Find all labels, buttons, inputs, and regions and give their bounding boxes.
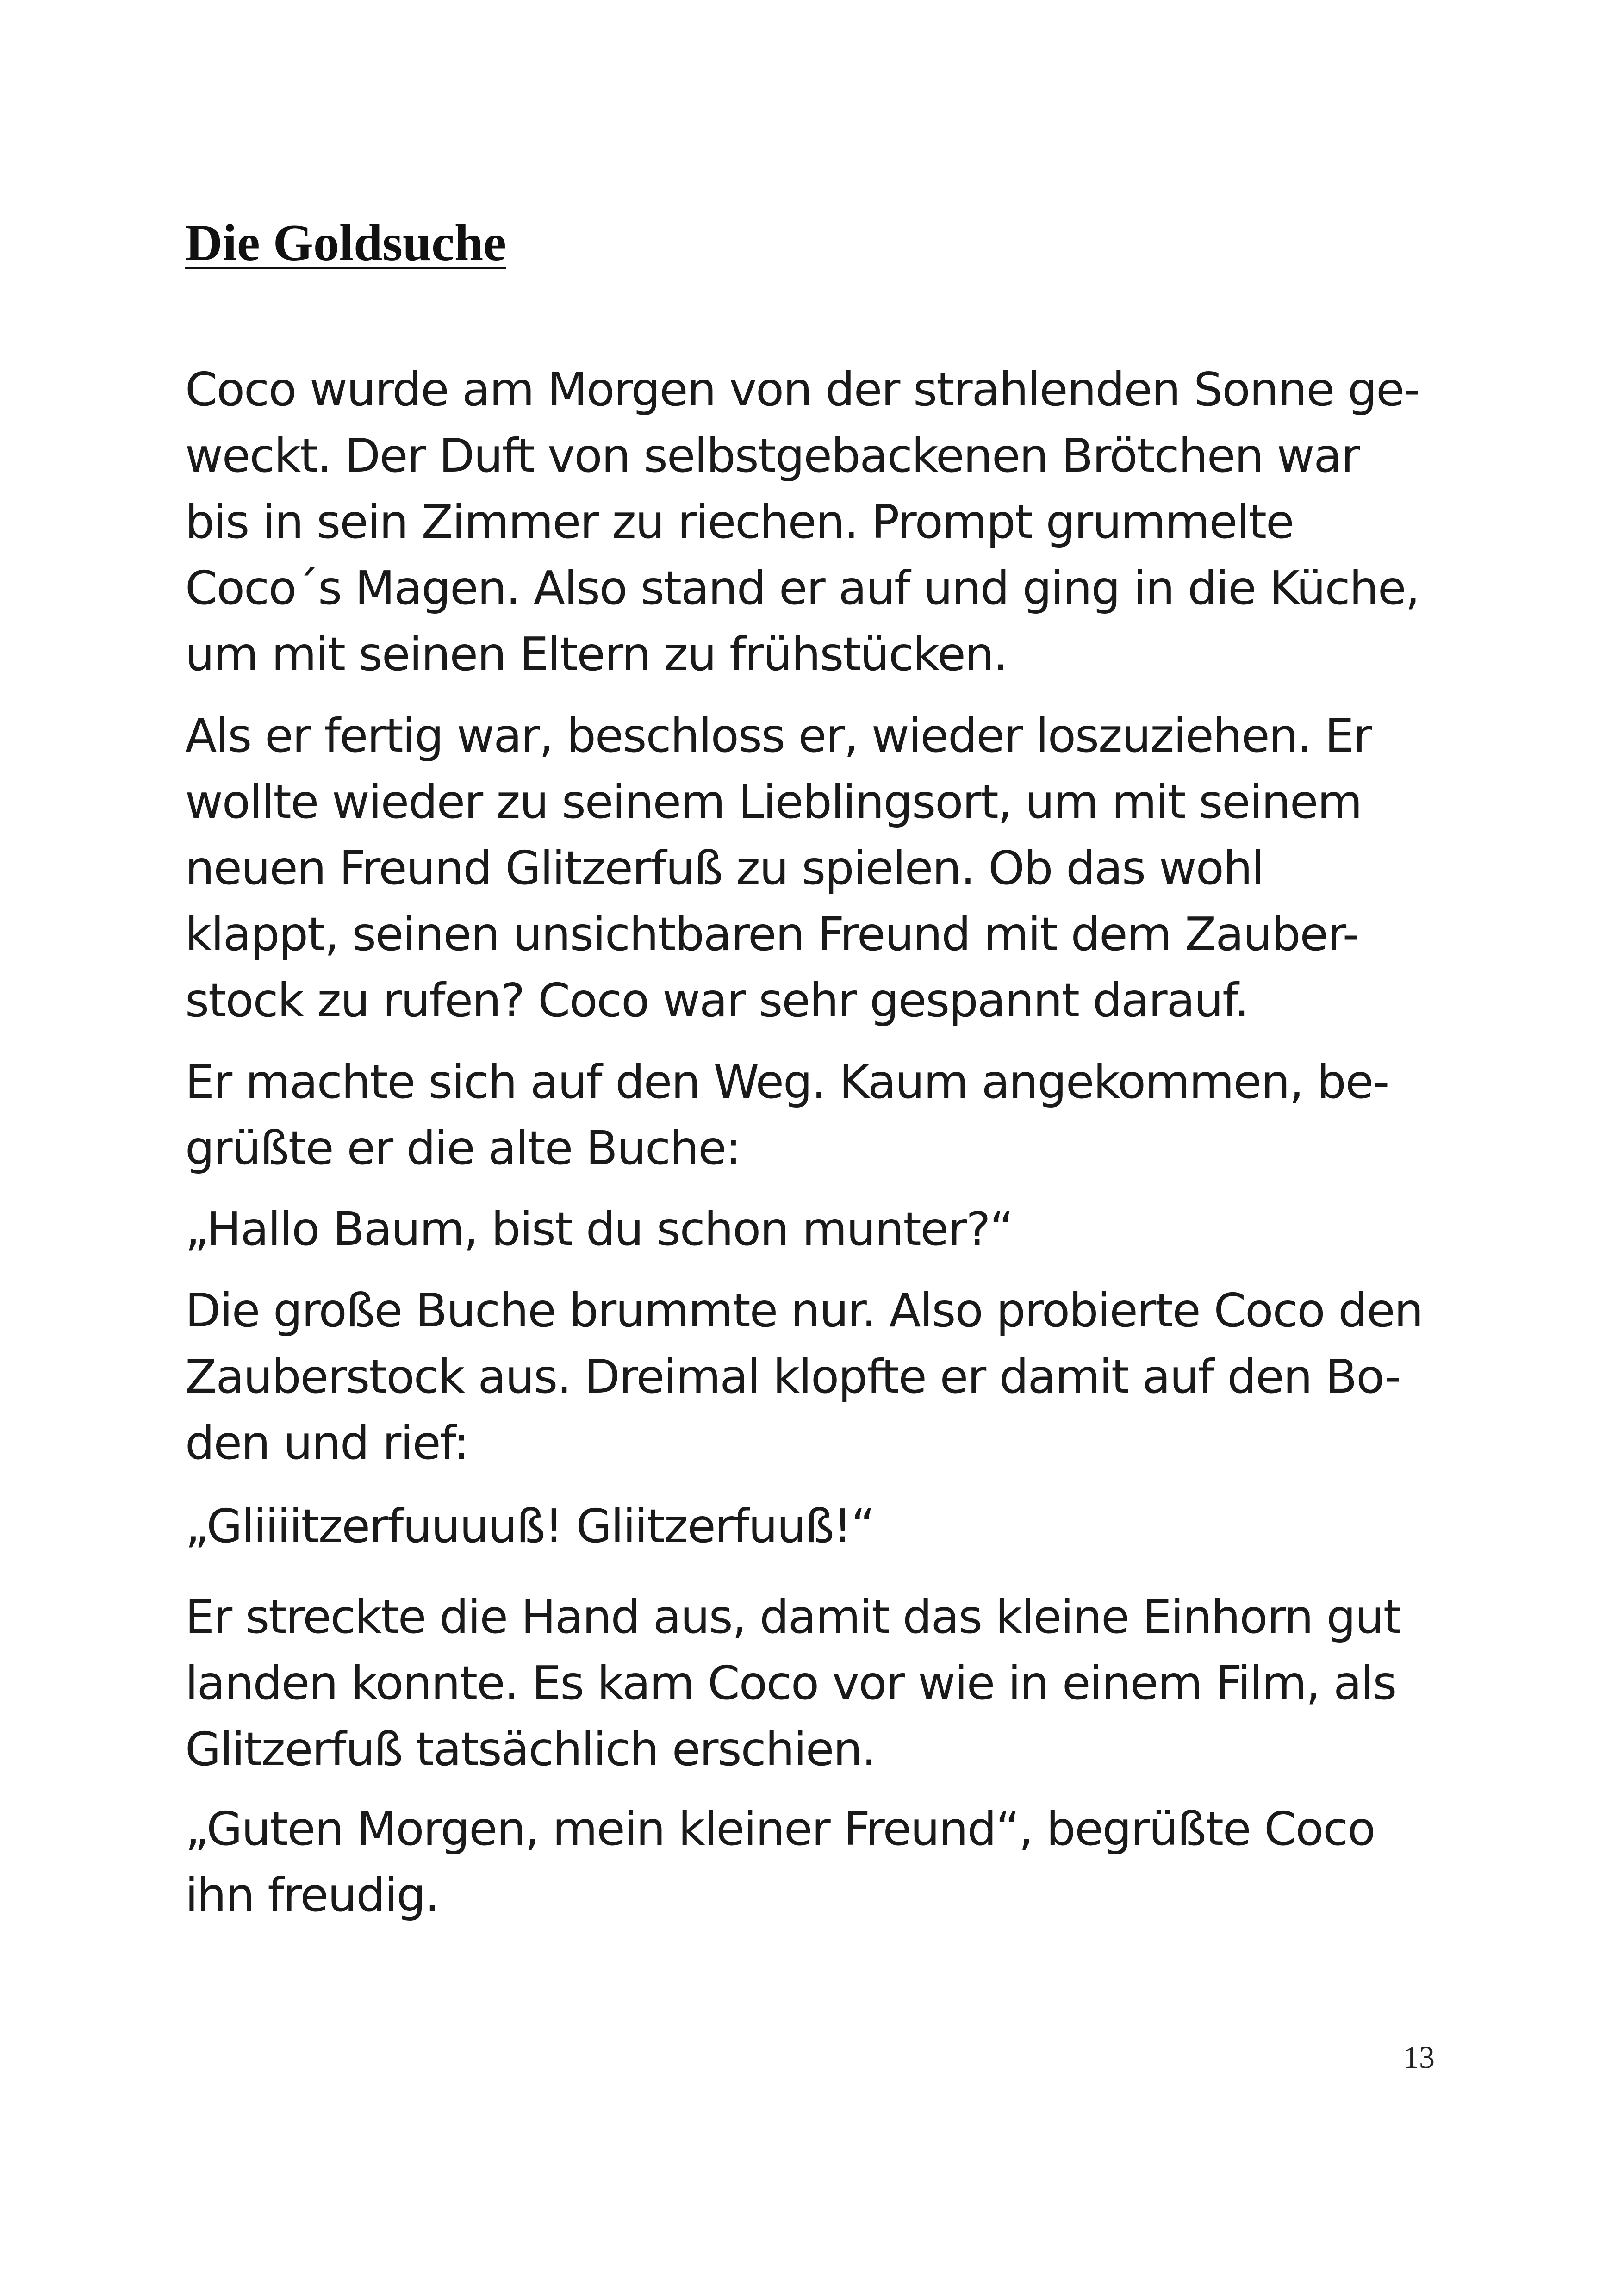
- text-line: Er machte sich auf den Weg. Kaum angekommen, be-: [185, 1055, 1389, 1109]
- paragraph-8: [185, 1796, 1375, 1928]
- text-line: weckt. Der Duft von selbstgebackenen Brötchen war: [185, 429, 1359, 483]
- text-line: Als er fertig war, beschloss er, wieder loszuziehen. Er: [185, 709, 1371, 763]
- text-line: um mit seinen Eltern zu frühstücken.: [185, 627, 1007, 681]
- text-line: „Hallo Baum, bist du schon munter?“: [185, 1202, 1013, 1256]
- paragraph-3: [185, 1049, 1388, 1181]
- text-line: Glitzerfuß tatsächlich erschien.: [185, 1722, 876, 1776]
- text-line: Er streckte die Hand aus, damit das kleine Einhorn gut: [185, 1590, 1401, 1644]
- paragraph-4: [185, 1196, 1013, 1262]
- text-line: klappt, seinen unsichtbaren Freund mit dem Zauber-: [185, 907, 1358, 961]
- paragraph-7: [185, 1584, 1400, 1782]
- text-line: „Gliiiitzerfuuuuß! Gliitzerfuuß!“: [185, 1499, 874, 1553]
- text-line: „Guten Morgen, mein kleiner Freund“, begrüßte Coco: [185, 1802, 1375, 1856]
- text-line: wollte wieder zu seinem Lieblingsort, um mit seinem: [185, 775, 1362, 829]
- text-line: stock zu rufen? Coco war sehr gespannt darauf.: [185, 973, 1248, 1027]
- text-line: bis in sein Zimmer zu riechen. Prompt grummelte: [185, 495, 1294, 549]
- text-line: landen konnte. Es kam Coco vor wie in einem Film, als: [185, 1656, 1396, 1710]
- text-line: neuen Freund Glitzerfuß zu spielen. Ob das wohl: [185, 841, 1263, 895]
- text-line: ihn freudig.: [185, 1868, 439, 1922]
- paragraph-2: [185, 703, 1371, 1033]
- text-line: grüßte er die alte Buche:: [185, 1121, 741, 1175]
- text-line: Coco´s Magen. Also stand er auf und ging in die Küche,: [185, 561, 1419, 615]
- page-number: 13: [1403, 2040, 1435, 2075]
- text-line: den und rief:: [185, 1416, 468, 1470]
- text-line: Coco wurde am Morgen von der strahlenden Sonne ge-: [185, 362, 1419, 417]
- text-line: Die große Buche brummte nur. Also probierte Coco den: [185, 1283, 1423, 1338]
- paragraph-1: [185, 356, 1419, 687]
- chapter-title: Die Goldsuche: [185, 214, 506, 272]
- text-line: Zauberstock aus. Dreimal klopfte er damit auf den Bo-: [185, 1350, 1400, 1404]
- paragraph-5: [185, 1277, 1423, 1476]
- paragraph-6: [185, 1493, 874, 1559]
